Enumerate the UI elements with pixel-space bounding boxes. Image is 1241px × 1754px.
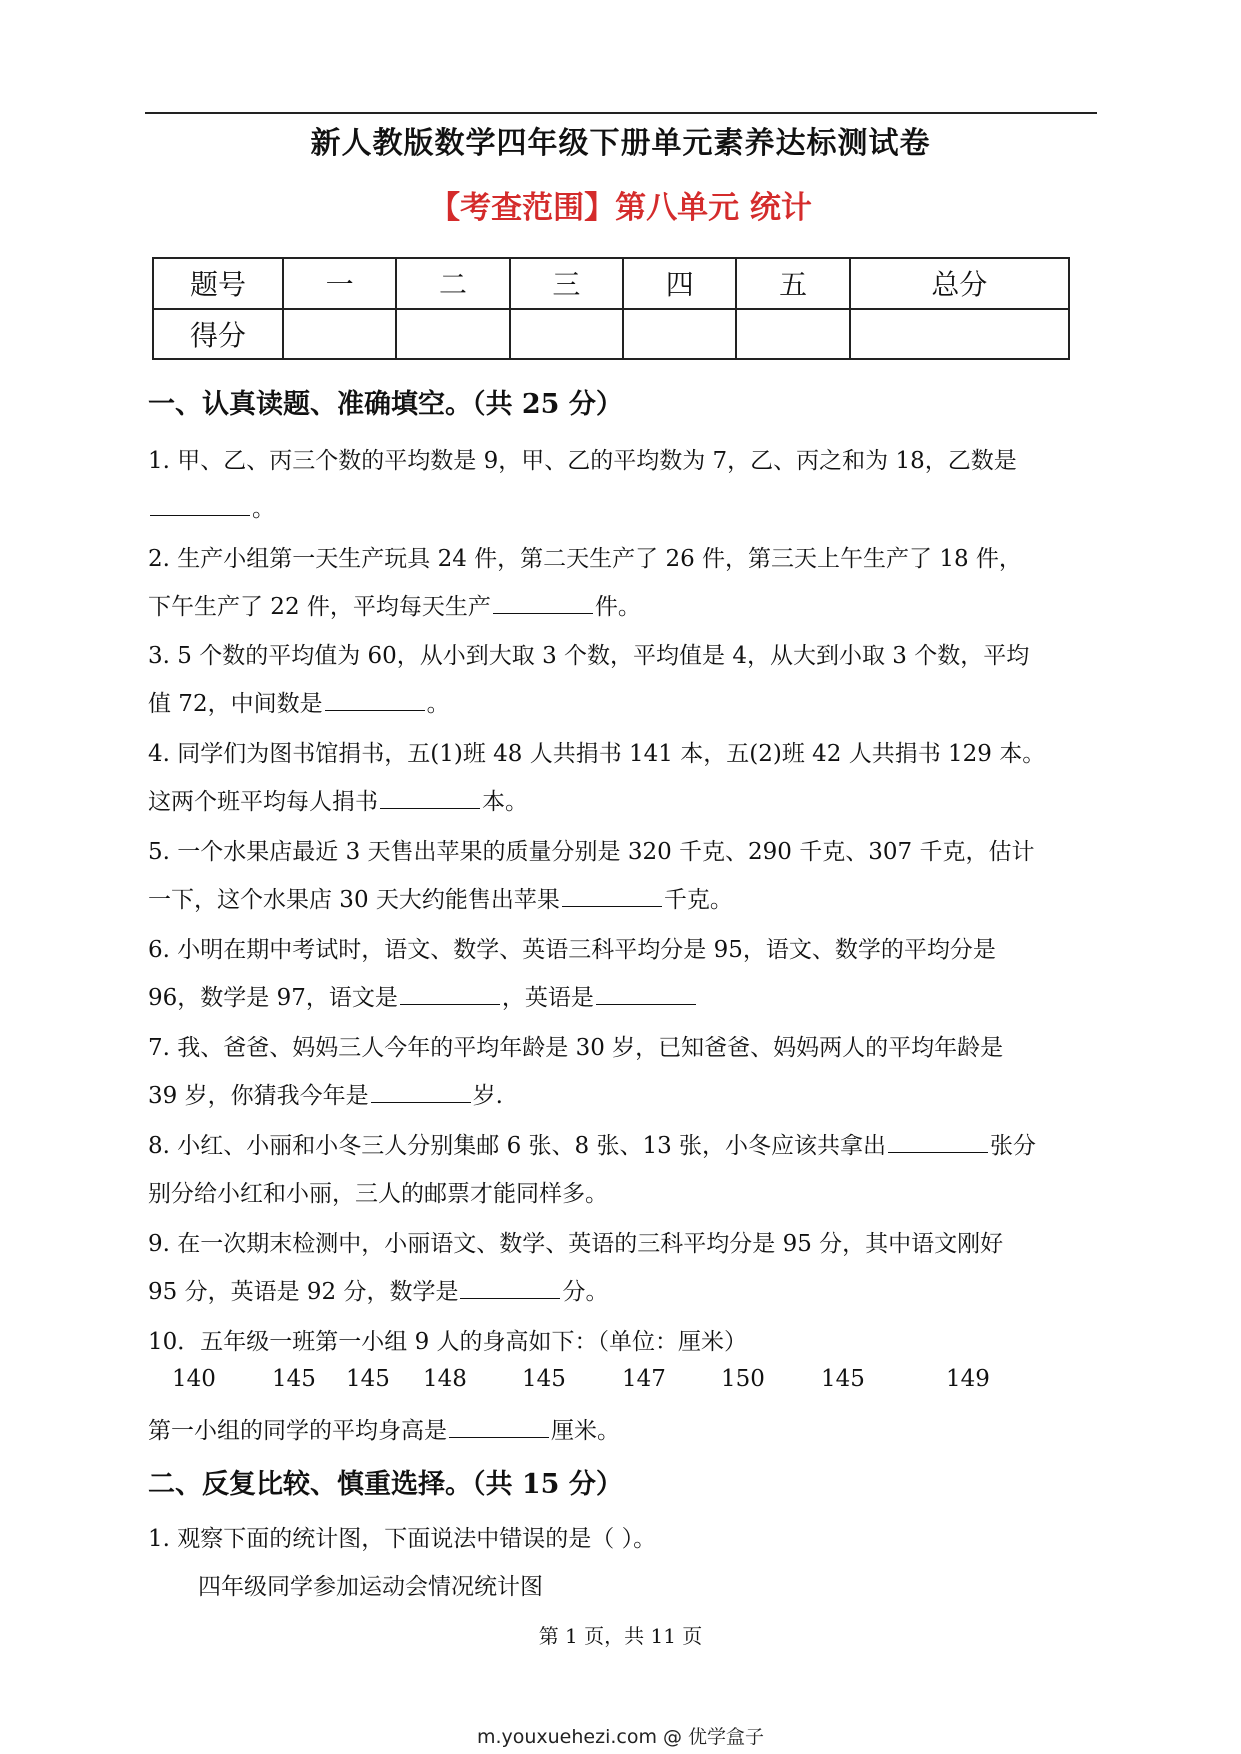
question-8-line-2: 别分给小红和小丽，三人的邮票才能同样多。 <box>148 1181 608 1207</box>
answer-blank[interactable] <box>150 493 250 516</box>
score-cell-empty[interactable] <box>283 309 396 360</box>
answer-blank[interactable] <box>325 688 425 711</box>
height-value: 148 <box>423 1366 467 1392</box>
score-cell-header: 一 <box>283 258 396 309</box>
question-1-line-1: 1. 甲、乙、丙三个数的平均数是 9，甲、乙的平均数为 7，乙、丙之和为 18，乙数是 <box>148 448 1017 474</box>
question-5-line-2: 一下，这个水果店 30 天大约能售出苹果 千克。 <box>148 881 733 914</box>
question-1-line-2: 。 <box>148 490 275 523</box>
height-value: 140 <box>172 1366 216 1392</box>
question-3-line-1: 3. 5 个数的平均值为 60，从小到大取 3 个数，平均值是 4，从大到小取 3 个数，平均 <box>148 643 1030 669</box>
question-7-line-2: 39 岁，你猜我今年是 岁. <box>148 1077 503 1110</box>
score-cell-label: 题号 <box>153 258 283 309</box>
question-9-line-1: 9. 在一次期末检测中，小丽语文、数学、英语的三科平均分是 95 分，其中语文刚好 <box>148 1231 1004 1257</box>
site-watermark: m.youxuehezi.com @ 优学盒子 <box>476 1726 765 1748</box>
height-value: 150 <box>721 1366 765 1392</box>
answer-blank[interactable] <box>400 982 500 1005</box>
answer-blank[interactable] <box>562 884 662 907</box>
question-2-line-1: 2. 生产小组第一天生产玩具 24 件，第二天生产了 26 件，第三天上午生产了 18 件， <box>148 546 1022 572</box>
question-4-line-1: 4. 同学们为图书馆捐书，五(1)班 48 人共捐书 141 本，五(2)班 42 人共捐书 129 本。 <box>148 741 1046 767</box>
section-1-heading: 一、认真读题、准确填空。（共 25 分） <box>148 389 623 420</box>
answer-blank[interactable] <box>460 1276 560 1299</box>
score-cell-empty[interactable] <box>510 309 623 360</box>
height-value: 149 <box>946 1366 990 1392</box>
question-4-line-2: 这两个班平均每人捐书 本。 <box>148 783 528 816</box>
height-value: 145 <box>821 1366 865 1392</box>
score-table-score-row <box>153 309 1069 360</box>
question-10-line-1: 10．五年级一班第一小组 9 人的身高如下：（单位：厘米） <box>148 1329 748 1355</box>
answer-blank[interactable] <box>888 1130 988 1153</box>
score-cell-label: 得分 <box>153 309 283 360</box>
height-values <box>0 1366 1241 1396</box>
answer-blank[interactable] <box>380 786 480 809</box>
height-value: 145 <box>522 1366 566 1392</box>
exam-scope: 【考查范围】第八单元 统计 <box>429 190 812 226</box>
height-value: 145 <box>272 1366 316 1392</box>
question-9-line-2: 95 分，英语是 92 分，数学是 分。 <box>148 1273 608 1306</box>
question-6-line-1: 6. 小明在期中考试时，语文、数学、英语三科平均分是 95，语文、数学的平均分是 <box>148 937 996 963</box>
question-7-line-1: 7. 我、爸爸、妈妈三人今年的平均年龄是 30 岁，已知爸爸、妈妈两人的平均年龄是 <box>148 1035 1004 1061</box>
score-cell-header: 三 <box>510 258 623 309</box>
section-2-question-1: 1. 观察下面的统计图，下面说法中错误的是（ ）。 <box>148 1526 657 1552</box>
answer-blank[interactable] <box>449 1415 549 1438</box>
question-3-line-2: 值 72，中间数是 。 <box>148 685 450 718</box>
score-cell-empty[interactable] <box>850 309 1069 360</box>
answer-blank[interactable] <box>371 1080 471 1103</box>
height-value: 145 <box>346 1366 390 1392</box>
score-cell-empty[interactable] <box>736 309 849 360</box>
question-10-line-2: 第一小组的同学的平均身高是 厘米。 <box>148 1412 620 1445</box>
score-cell-empty[interactable] <box>623 309 736 360</box>
question-2-line-2: 下午生产了 22 件，平均每天生产 件。 <box>148 588 641 621</box>
page-number: 第 1 页，共 11 页 <box>538 1624 703 1648</box>
question-8-line-1: 8. 小红、小丽和小冬三人分别集邮 6 张、8 张、13 张，小冬应该共拿出 张分 <box>148 1127 1036 1160</box>
question-5-line-1: 5. 一个水果店最近 3 天售出苹果的质量分别是 320 千克、290 千克、307 千克，估计 <box>148 839 1035 865</box>
section-2-heading: 二、反复比较、慎重选择。（共 15 分） <box>148 1469 623 1500</box>
score-table-header-row <box>153 258 1069 309</box>
answer-blank[interactable] <box>493 591 593 614</box>
chart-caption: 四年级同学参加运动会情况统计图 <box>198 1574 543 1600</box>
page-title: 新人教版数学四年级下册单元素养达标测试卷 <box>310 126 931 161</box>
score-cell-header: 总分 <box>850 258 1069 309</box>
score-table <box>152 257 1070 360</box>
score-cell-header: 五 <box>736 258 849 309</box>
score-cell-header: 四 <box>623 258 736 309</box>
height-value: 147 <box>622 1366 666 1392</box>
top-rule <box>145 112 1097 114</box>
question-6-line-2: 96，数学是 97，语文是 ，英语是 <box>148 979 698 1012</box>
score-cell-empty[interactable] <box>396 309 509 360</box>
answer-blank[interactable] <box>596 982 696 1005</box>
score-cell-header: 二 <box>396 258 509 309</box>
